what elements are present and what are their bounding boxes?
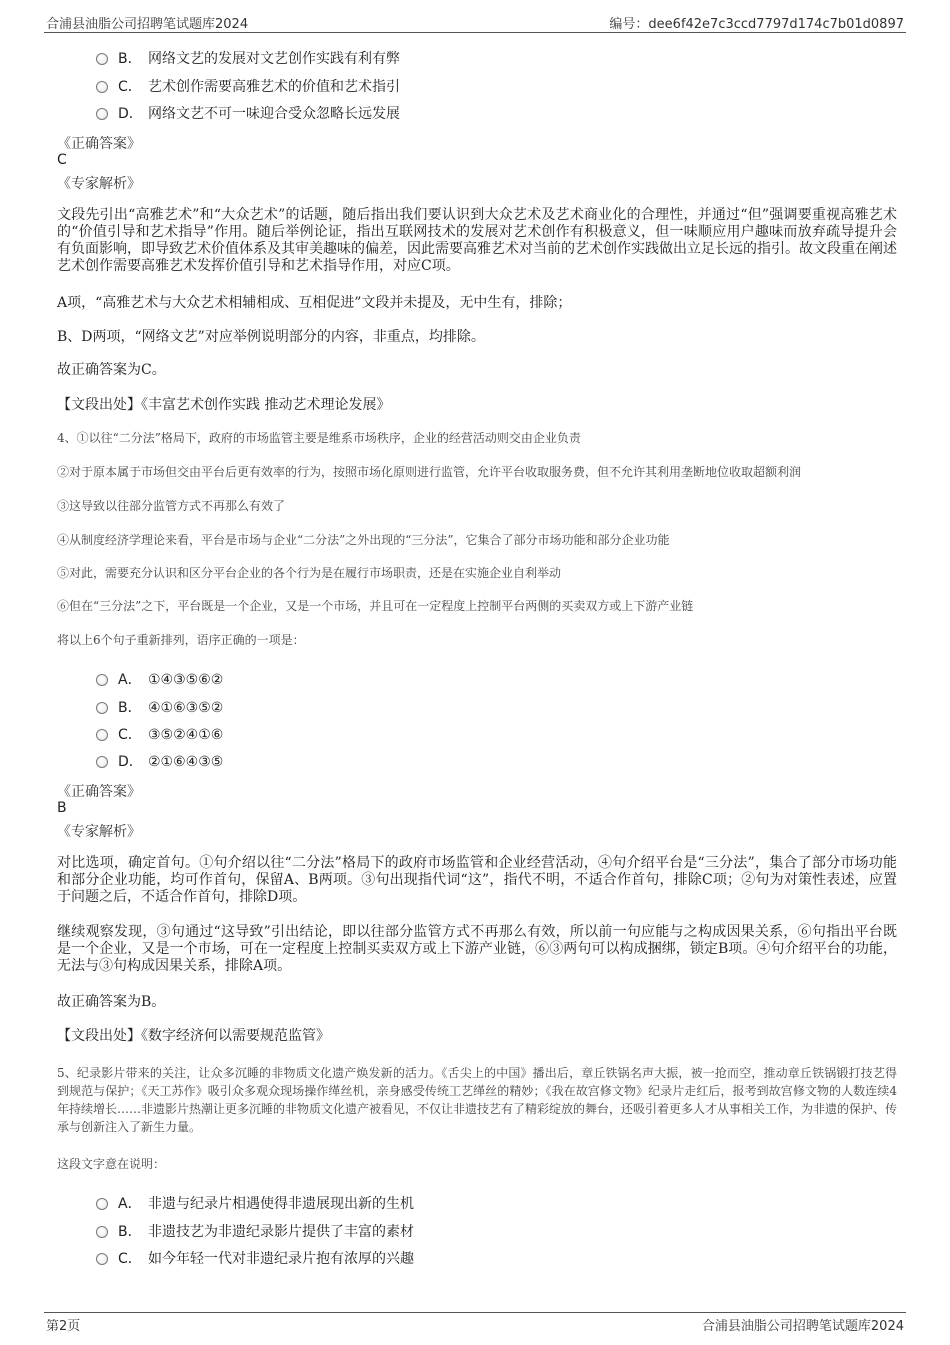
q4-option-a[interactable]: A． ①④③⑤⑥② [96, 669, 223, 689]
page-footer [44, 1312, 906, 1335]
q4-analysis-label: 《专家解析》 [57, 824, 141, 840]
q4-sentence-3: ③这导致以往部分监管方式不再那么有效了 [57, 499, 286, 513]
q3-analysis-label: 《专家解析》 [57, 176, 141, 192]
radio-icon[interactable] [96, 81, 108, 93]
q3-option-c[interactable]: C． 艺术创作需要高雅艺术的价值和艺术指引 [96, 76, 400, 96]
q4-sentence-4: ④从制度经济学理论来看，平台是市场与企业“二分法”之外出现的“三分法”，它集合了部分市场功能和部分企业功能 [57, 533, 670, 547]
q4-sentence-1: 4、①以往“二分法”格局下，政府的市场监管主要是维系市场秩序，企业的经营活动则交由企业负责 [57, 431, 581, 445]
q3-analysis-p3: B、D两项，“网络文艺”对应举例说明部分的内容，非重点，均排除。 [57, 329, 485, 345]
q3-analysis-p1: 文段先引出“高雅艺术”和“大众艺术”的话题，随后指出我们要认识到大众艺术及艺术商业化的合理性，并通过“但”强调要重视高雅艺术的“价值引导和艺术指导”作用。随后举例论证，指出互联网技术的发展对艺术创作有积极意义，但一味顺应用户趣味而放弃疏导提升会有负面影响，即导致艺术价值体系及其审美趣味的偏差，因此需要高雅艺术对当前的艺术创作实践做出立足长远的指引。故文段重在阐述艺术创作需要高雅艺术发挥价值引导和艺术指导作用，对应C项。 [57, 207, 897, 274]
footer-page-number: 第2页 [46, 1319, 81, 1334]
q3-option-d[interactable]: D． 网络文艺不可一味迎合受众忽略长远发展 [96, 103, 400, 123]
q3-option-b[interactable]: B． 网络文艺的发展对文艺创作实践有利有弊 [96, 48, 400, 68]
q3-answer: C [57, 152, 67, 168]
q4-answer: B [57, 800, 67, 816]
q4-answer-label: 《正确答案》 [57, 784, 141, 800]
header-code: 编号：dee6f42e7c3ccd7797d174c7b01d0897 [609, 17, 904, 32]
q4-sentence-6: ⑥但在“三分法”之下，平台既是一个企业，又是一个市场，并且可在一定程度上控制平台两侧的买卖双方或上下游产业链 [57, 599, 694, 613]
q4-option-d[interactable]: D． ②①⑥④③⑤ [96, 751, 223, 771]
radio-icon[interactable] [96, 1198, 108, 1210]
radio-icon[interactable] [96, 1226, 108, 1238]
q5-option-b[interactable]: B． 非遗技艺为非遗纪录影片提供了丰富的素材 [96, 1221, 414, 1241]
page-header [44, 10, 906, 33]
q4-conclusion: 故正确答案为B。 [57, 994, 166, 1010]
q4-sentence-2: ②对于原本属于市场但交由平台后更有效率的行为，按照市场化原则进行监管，允许平台收取服务费，但不允许其利用垄断地位收取超额利润 [57, 465, 802, 479]
radio-icon[interactable] [96, 702, 108, 714]
q3-analysis-p2: A项，“高雅艺术与大众艺术相辅相成、互相促进”文段并未提及，无中生有，排除； [57, 295, 572, 311]
q5-option-c[interactable]: C． 如今年轻一代对非遗纪录片抱有浓厚的兴趣 [96, 1248, 414, 1268]
q3-conclusion: 故正确答案为C。 [57, 362, 166, 378]
radio-icon[interactable] [96, 53, 108, 65]
q4-option-b[interactable]: B． ④①⑥③⑤② [96, 697, 223, 717]
radio-icon[interactable] [96, 674, 108, 686]
q4-sentence-5: ⑤对此，需要充分认识和区分平台企业的各个行为是在履行市场职责，还是在实施企业自利举动 [57, 566, 562, 580]
q3-source: 【文段出处】《丰富艺术创作实践 推动艺术理论发展》 [57, 397, 391, 413]
q4-prompt: 将以上6个句子重新排列，语序正确的一项是： [57, 633, 305, 647]
radio-icon[interactable] [96, 756, 108, 768]
radio-icon[interactable] [96, 108, 108, 120]
q3-answer-label: 《正确答案》 [57, 136, 141, 152]
q5-prompt: 这段文字意在说明： [57, 1157, 166, 1171]
q4-analysis-p2: 继续观察发现，③句通过“这导致”引出结论，即以往部分监管方式不再那么有效，所以前一句应能与之构成因果关系，⑥句指出平台既是一个企业，又是一个市场，可在一定程度上控制买卖双方或上下游产业链，⑥③两句可以构成捆绑，锁定B项。④句介绍平台的功能，无法与③句构成因果关系，排除A项。 [57, 924, 897, 974]
radio-icon[interactable] [96, 729, 108, 741]
radio-icon[interactable] [96, 1253, 108, 1265]
header-title: 合浦县油脂公司招聘笔试题库2024 [46, 17, 249, 32]
q5-stem: 5、纪录影片带来的关注，让众多沉睡的非物质文化遗产焕发新的活力。《舌尖上的中国》播出后，章丘铁锅名声大振，被一抢而空，推动章丘铁锅锻打技艺得到规范与保护；《天工苏作》吸引众多观众现场操作缂丝机，亲身感受传统工艺缂丝的精妙；《我在故宫修文物》纪录片走红后，报考到故宫修文物的人数连续4年持续增长……非遗影片热潮让更多沉睡的非物质文化遗产被看见，不仅让非遗技艺有了精彩绽放的舞台，还吸引着更多人才从事相关工作，为非遗的保护、传承与创新注入了新生力量。 [57, 1066, 898, 1134]
q4-source: 【文段出处】《数字经济何以需要规范监管》 [57, 1028, 330, 1044]
q4-analysis-p1: 对比选项，确定首句。①句介绍以往“二分法”格局下的政府市场监管和企业经营活动，④句介绍平台是“三分法”，集合了部分市场功能和部分企业功能，均可作首句，保留A、B两项。③句出现指代词“这”，指代不明，不适合作首句，排除C项；②句为对策性表述，应置于问题之后，不适合作首句，排除D项。 [57, 855, 897, 905]
q5-option-a[interactable]: A． 非遗与纪录片相遇使得非遗展现出新的生机 [96, 1193, 414, 1213]
footer-title: 合浦县油脂公司招聘笔试题库2024 [701, 1319, 904, 1334]
q4-option-c[interactable]: C． ③⑤②④①⑥ [96, 724, 223, 744]
